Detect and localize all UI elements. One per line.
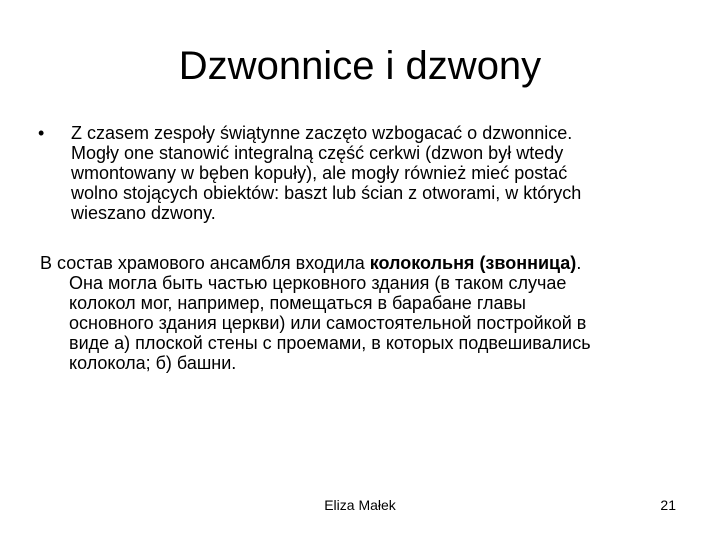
russian-line: виде а) плоской стены с проемами, в которых подвешивались <box>69 333 591 353</box>
bullet-line: Mogły one stanowić integralną część cerkwi (dzwon był wtedy <box>71 143 564 163</box>
bullet-marker: • <box>38 123 45 143</box>
russian-line: основного здания церкви) или самостоятельной постройкой в <box>69 313 587 333</box>
russian-line: колокола; б) башни. <box>69 353 237 373</box>
polish-bullet-paragraph <box>38 123 678 223</box>
bullet-line: wolno stojących obiektów: baszt lub ścian z otworami, w których <box>71 183 582 203</box>
bullet-line: Z czasem zespoły świątynne zaczęto wzbogacać o dzwonnice. <box>71 123 573 143</box>
russian-bold-term: колокольня (звонница) <box>369 253 577 273</box>
russian-line: Она могла быть частью церковного здания (в таком случае <box>69 273 567 293</box>
bullet-line: wmontowany w bęben kopuły), ale mogły również mieć postać <box>71 163 568 183</box>
page-number: 21 <box>660 497 676 513</box>
russian-line: колокол мог, например, помещаться в барабане главы <box>69 293 526 313</box>
russian-intro-text: В состав храмового ансамбля входила <box>40 253 370 273</box>
bullet-line: wieszano dzwony. <box>71 203 216 223</box>
russian-first-line <box>40 253 680 273</box>
bullet-text <box>71 123 678 223</box>
footer-author: Eliza Małek <box>324 497 396 513</box>
russian-paragraph <box>40 253 680 373</box>
russian-period: . <box>576 253 582 273</box>
slide-title: Dzwonnice i dzwony <box>178 44 542 88</box>
